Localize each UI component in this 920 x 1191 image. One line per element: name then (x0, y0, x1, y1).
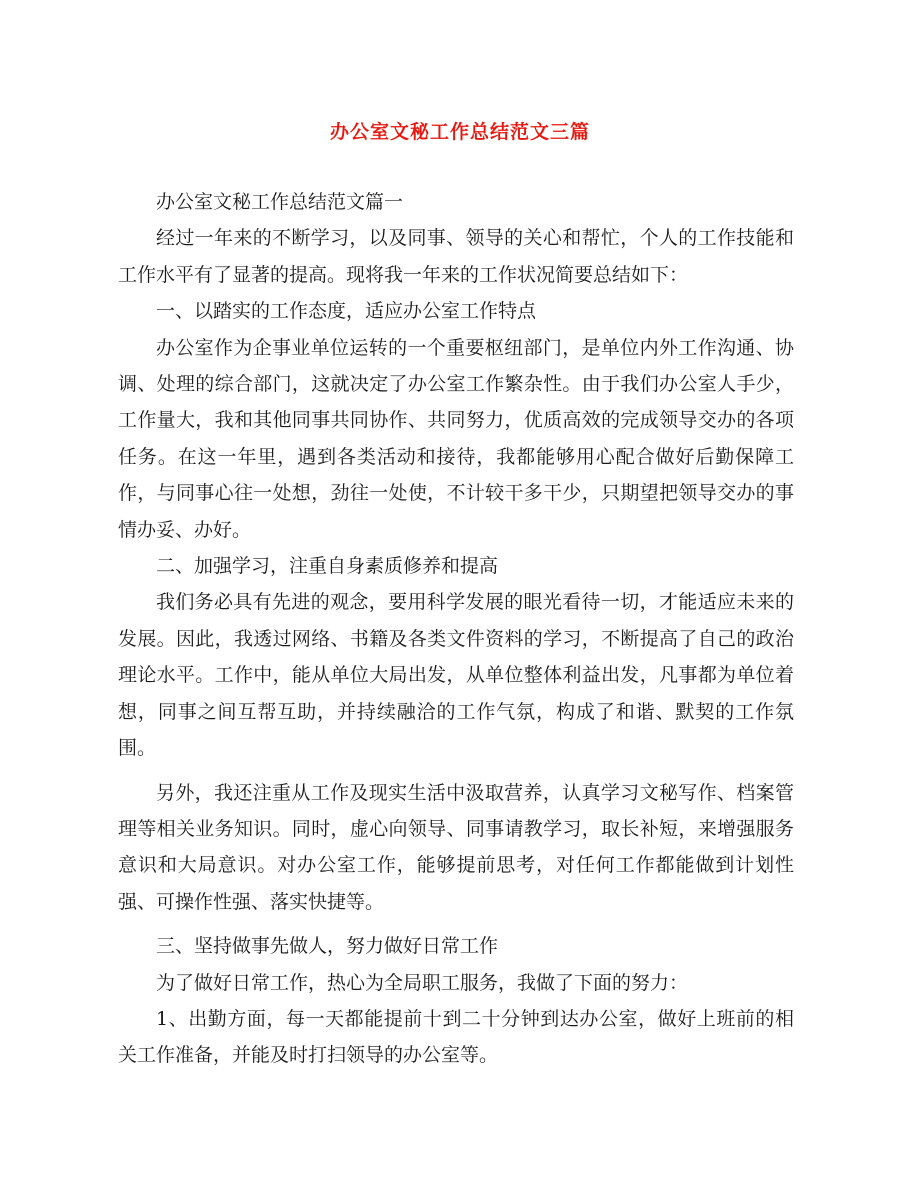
body-paragraph: 1、出勤方面，每一天都能提前十到二十分钟到达办公室，做好上班前的相关工作准备，并能及时打扫领导的办公室等。 (118, 1007, 794, 1067)
document-body (118, 184, 794, 1074)
section-heading: 办公室文秘工作总结范文篇一 (156, 191, 404, 213)
document-title: 办公室文秘工作总结范文三篇 (329, 121, 590, 143)
body-paragraph: 经过一年来的不断学习，以及同事、领导的关心和帮忙，个人的工作技能和工作水平有了显著的提高。现将我一年来的工作状况简要总结如下： (118, 227, 794, 286)
body-paragraph: 为了做好日常工作，热心为全局职工服务，我做了下面的努力： (156, 971, 689, 994)
subsection-heading: 二、加强学习，注重自身素质修养和提高 (156, 555, 499, 578)
body-paragraph: 办公室作为企事业单位运转的一个重要枢纽部门，是单位内外工作沟通、协调、处理的综合部门，这就决定了办公室工作繁杂性。由于我们办公室人手少，工作量大，我和其他同事共同协作、共同努力，优质高效的完成领导交办的各项任务。在这一年里，遇到各类活动和接待，我都能够用心配合做好后勤保障工作，与同事心往一处想，劲往一处使，不计较干多干少，只期望把领导交办的事情办妥、办好。 (118, 336, 794, 541)
body-paragraph: 我们务必具有先进的观念，要用科学发展的眼光看待一切，才能适应未来的发展。因此，我透过网络、书籍及各类文件资料的学习，不断提高了自己的政治理论水平。工作中，能从单位大局出发，从单位整体利益出发，凡事都为单位着想，同事之间互帮互助，并持续融洽的工作气氛，构成了和谐、默契的工作氛围。 (118, 591, 794, 760)
subsection-heading: 一、以踏实的工作态度，适应办公室工作特点 (156, 300, 537, 323)
body-paragraph: 另外，我还注重从工作及现实生活中汲取营养，认真学习文秘写作、档案管理等相关业务知识。同时，虚心向领导、同事请教学习，取长补短，来增强服务意识和大局意识。对办公室工作，能够提前思考，对任何工作都能做到计划性强、可操作性强、落实快捷等。 (118, 781, 794, 913)
subsection-heading: 三、坚持做事先做人，努力做好日常工作 (156, 935, 499, 958)
